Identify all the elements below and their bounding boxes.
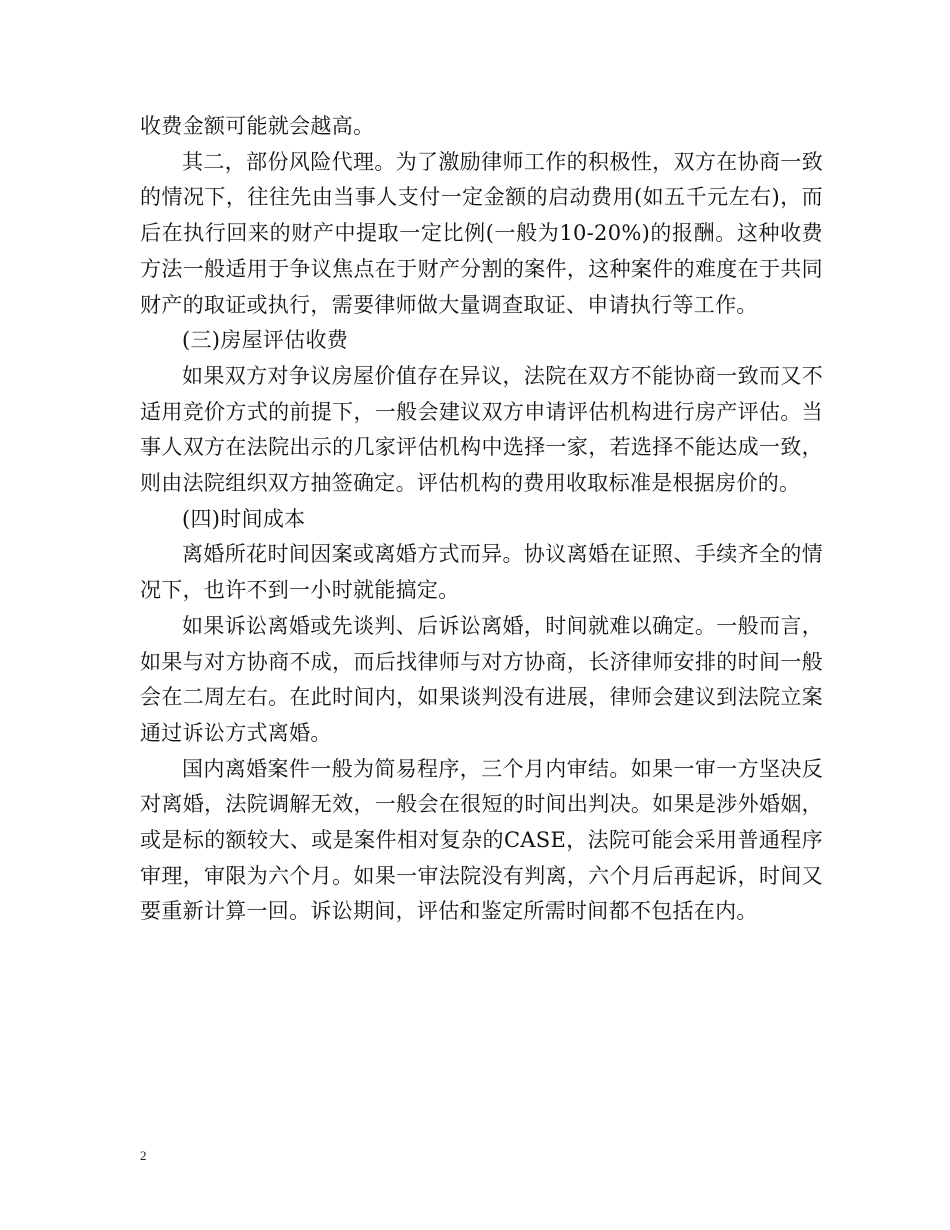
section-heading-time-cost: (四)时间成本 xyxy=(182,506,306,531)
page-body xyxy=(140,109,823,930)
paragraph-risk-agency: 其二，部份风险代理。为了激励律师工作的积极性，双方在协商一致的情况下，往往先由当事人支付一定金额的启动费用(如五千元左右)，而后在执行回来的财产中提取一定比例(一般为10-20%)的报酬。这种收费方法一般适用于争议焦点在于财产分割的案件，这种案件的难度在于共同财产的取证或执行，需要律师做大量调查取证、申请执行等工作。 xyxy=(140,149,823,317)
paragraph-continuation: 收费金额可能就会越高。 xyxy=(140,114,375,138)
section-heading-appraisal-fee: (三)房屋评估收费 xyxy=(182,328,349,353)
page-number: 2 xyxy=(140,1148,147,1163)
paragraph-appraisal: 如果双方对争议房屋价值存在异议，法院在双方不能协商一致而又不适用竞价方式的前提下，一般会建议双方申请评估机构进行房产评估。当事人双方在法院出示的几家评估机构中选择一家，若选择不能达成一致，则由法院组织双方抽签确定。评估机构的费用收取标准是根据房价的。 xyxy=(140,363,823,496)
paragraph-agreement-divorce: 离婚所花时间因案或离婚方式而异。协议离婚在证照、手续齐全的情况下，也许不到一小时就能搞定。 xyxy=(140,542,823,603)
paragraph-litigation-timing: 如果诉讼离婚或先谈判、后诉讼离婚，时间就难以确定。一般而言，如果与对方协商不成，而后找律师与对方协商，长济律师安排的时间一般会在二周左右。在此时间内，如果谈判没有进展，律师会建议到法院立案通过诉讼方式离婚。 xyxy=(140,613,823,745)
paragraph-domestic-procedure: 国内离婚案件一般为简易程序，三个月内审结。如果一审一方坚决反对离婚，法院调解无效，一般会在很短的时间出判决。如果是涉外婚姻，或是标的额较大、或是案件相对复杂的CASE，法院可能会采用普通程序审理，审限为六个月。如果一审法院没有判离，六个月后再起诉，时间又要重新计算一回。诉讼期间，评估和鉴定所需时间都不包括在内。 xyxy=(140,756,823,924)
